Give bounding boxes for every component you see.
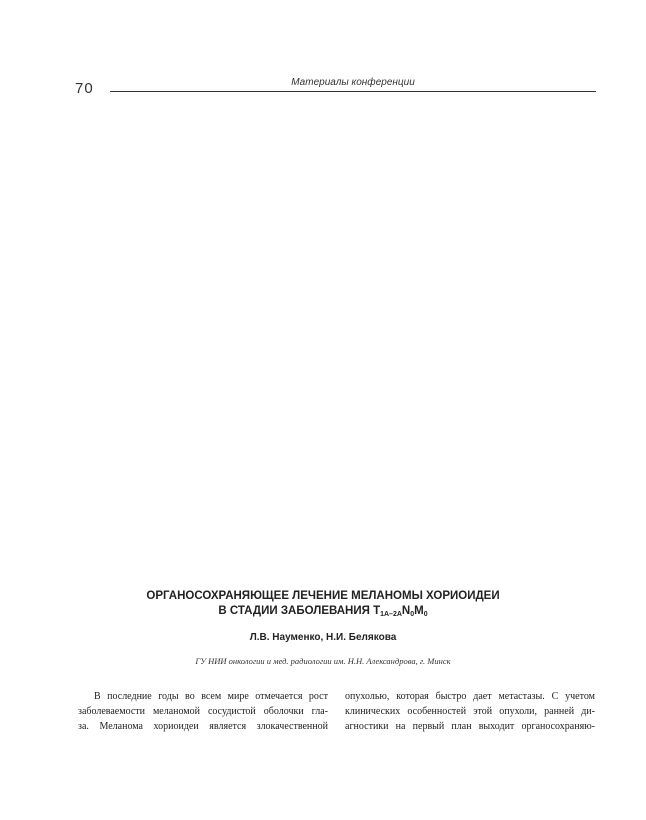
title-subscript-m: 0: [423, 611, 428, 618]
authors: Л.В. Науменко, Н.И. Белякова: [249, 632, 397, 643]
body-line: за. Меланома хориоидеи является злокачественной: [78, 721, 328, 732]
article-title: [60, 589, 586, 619]
running-head: Материалы конференции: [291, 77, 415, 88]
title-subscript-t: 1A–2A: [380, 611, 402, 618]
body-line: агностики на первый план выходит органосохраняю-: [345, 721, 595, 732]
title-subscript-n: 0: [410, 611, 415, 618]
title-line-2: [60, 604, 586, 619]
affiliation: ГУ НИИ онкологии и мед. радиологии им. Н.Н. Александрова, г. Минск: [195, 656, 451, 666]
body-line: В последние годы во всем мире отмечается рост: [94, 691, 328, 702]
body-line: заболеваемости меланомой сосудистой оболочки гла-: [78, 706, 328, 717]
title-line-1: ОРГАНОСОХРАНЯЮЩЕЕ ЛЕЧЕНИЕ МЕЛАНОМЫ ХОРИОИДЕИ: [146, 590, 500, 602]
body-column-left: [78, 689, 328, 734]
title-n: N: [401, 605, 411, 617]
body-line: клинических особенностей этой опухоли, ранней ди-: [345, 706, 595, 717]
body-column-right: [345, 689, 595, 734]
header-rule: [110, 91, 596, 92]
page-number: 70: [75, 80, 94, 97]
title-m: M: [414, 605, 424, 617]
title-line-2-text: В СТАДИИ ЗАБОЛЕВАНИЯ T: [218, 605, 381, 617]
body-line: опухолью, которая быстро дает метастазы. С учетом: [345, 691, 595, 702]
